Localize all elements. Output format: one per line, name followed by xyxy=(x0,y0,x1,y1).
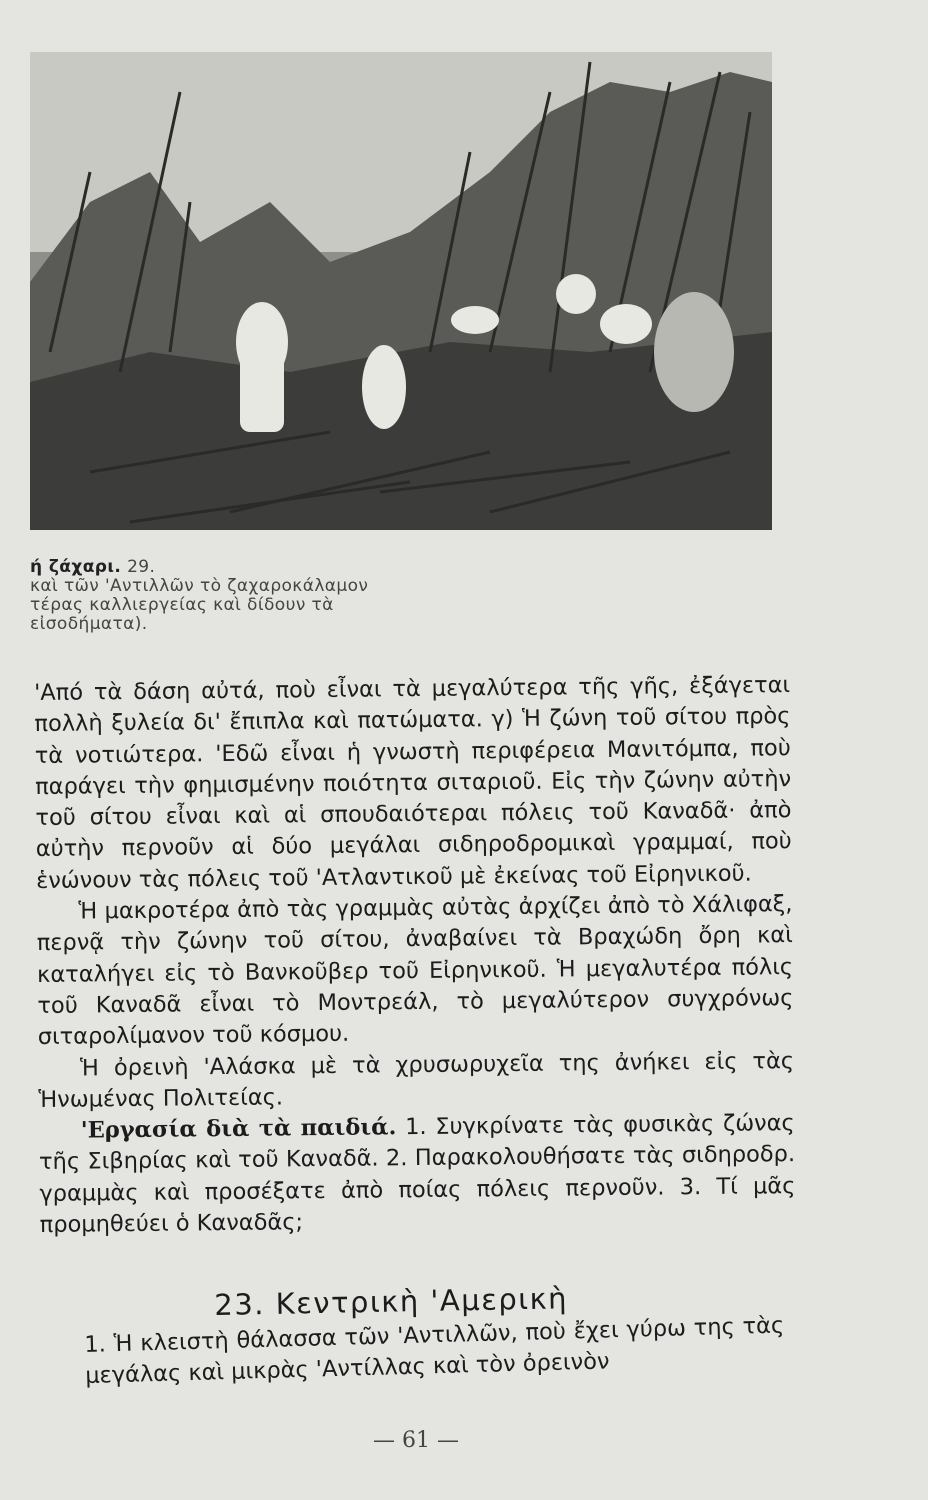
caption-line-3: τέρας καλλιεργείας καὶ δίδουν τὰ xyxy=(30,595,334,615)
paragraph-railway: Ἡ μακροτέρα ἀπὸ τὰς γραμμὰς αὐτὰς ἀρχίζει ἀπὸ τὸ Χάλιφαξ, περνᾷ τὴν ζώνην τοῦ σίτου, ἀναβαίνει τὰ Βραχώδη ὄρη καὶ καταλήγει εἰς τὸ Βανκοῦβερ τοῦ Εἰρηνικοῦ. Ἡ μεγαλυτέρα πόλις τοῦ Καναδᾶ εἶναι τὸ Μοντρεάλ, τὸ μεγαλύτερον συγχρόνως σιταρολίμανον τοῦ κόσμου. xyxy=(36,891,794,1051)
section-title: 23. Κεντρικὴ 'Αμερικὴ xyxy=(214,1281,569,1322)
body-text xyxy=(34,670,796,1241)
paragraph-canada-forests-wheat: 'Από τὰ δάση αὐτά, ποὺ εἶναι τὰ μεγαλύτερα τῆς γῆς, ἐξάγεται πολλὴ ξυλεία δι' ἔπιπλα καὶ πατώματα. γ) Ἡ ζώνη τοῦ σίτου πρὸς τὰ νοτιώτερα. 'Εδῶ εἶναι ἡ γνωστὴ περιφέρεια Μανιτόμπα, ποὺ παράγει τὴν φημισμένην ποιότητα σιταριοῦ. Εἰς τὴν ζώνην αὐτὴν τοῦ σίτου εἶναι καὶ αἱ σπουδαιότεραι πόλεις τοῦ Καναδᾶ· ἀπὸ αὐτὴν περνοῦν αἱ δύο μεγάλαι σιδηροδρομικαὶ γραμμαί, ποὺ ἑνώνουν τὰς πόλεις τοῦ 'Ατλαντικοῦ μὲ ἐκείνας τοῦ Εἰρηνικοῦ. xyxy=(34,672,792,894)
photo-caption xyxy=(30,558,530,634)
exercise-paragraph xyxy=(39,1108,796,1241)
exercise-text: 1. Συγκρίνατε τὰς φυσικὰς ζώνας τῆς Σιβηρίας καὶ τοῦ Καναδᾶ. 2. Παρακολουθήσατε τὰς σιδηροδρ. γραμμὰς καὶ προσέξατε ἀπὸ ποίας πόλεις περνοῦν. 3. Τί μᾶς προμηθεύει ὁ Καναδᾶς; xyxy=(38,1110,796,1239)
exercise-lead: 'Εργασία διὰ τὰ παιδιά. xyxy=(80,1114,397,1144)
section-text xyxy=(84,1310,785,1392)
photo-illustration xyxy=(30,52,772,530)
section-paragraph: 1. Ἡ κλειστὴ θάλασσα τῶν 'Αντιλλῶν, ποὺ ἔχει γύρω της τὰς μεγάλας καὶ μικρὰς 'Αντίλλας καὶ τὸν ὀρεινὸν xyxy=(84,1312,785,1389)
paragraph-alaska: Ἡ ὀρεινὴ 'Αλάσκα μὲ τὰ χρυσωρυχεῖα της ἀνήκει εἰς τὰς Ἡνωμένας Πολιτείας. xyxy=(38,1047,795,1113)
caption-line-4: εἰσοδήματα). xyxy=(30,614,148,634)
caption-line-2: καὶ τῶν 'Αντιλλῶν τὸ ζαχαροκάλαμον xyxy=(30,576,369,596)
page-number: — 61 — xyxy=(373,1428,459,1453)
sugarcane-harvest-photo xyxy=(30,52,772,530)
caption-figure-label: ή ζάχαρι. xyxy=(30,557,122,577)
caption-figure-number: 29. xyxy=(127,557,156,577)
